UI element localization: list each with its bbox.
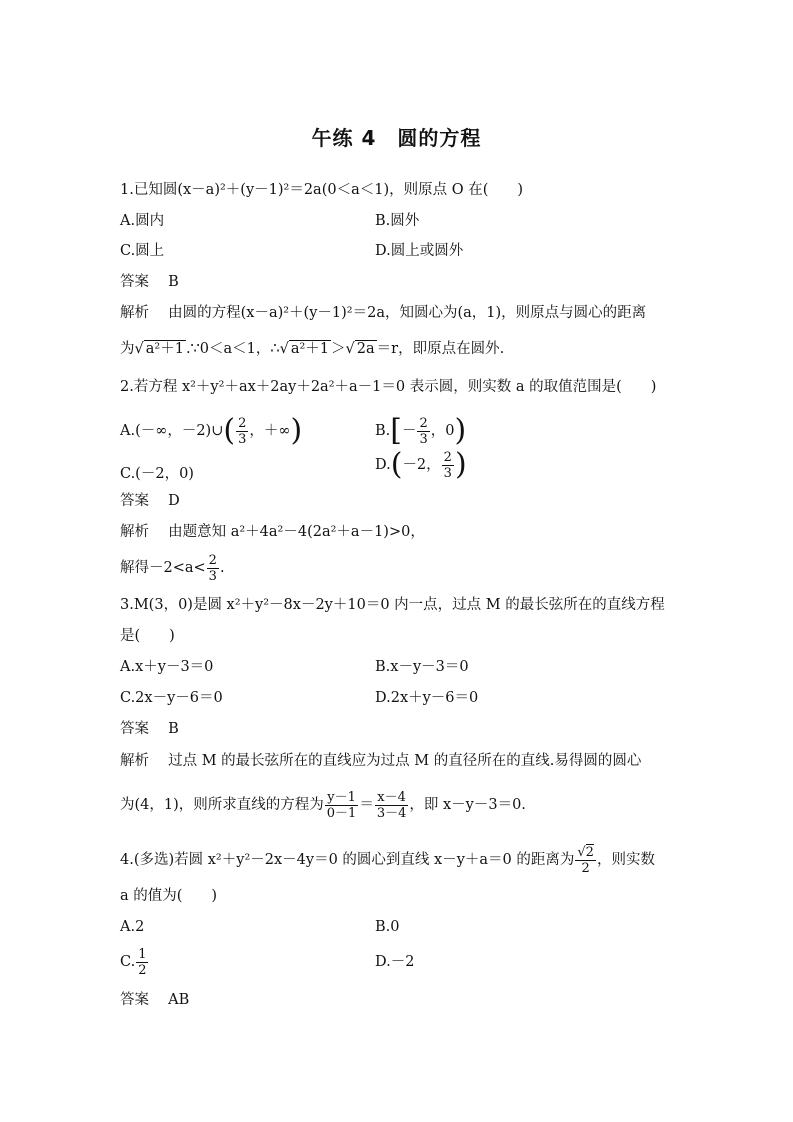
denominator: 3－4 (376, 805, 407, 821)
q3-analysis-line-2 (120, 787, 526, 823)
option-text: B. (375, 423, 391, 439)
fraction (207, 553, 219, 584)
q2-analysis-line-2 (120, 550, 225, 586)
analysis-text: ＝r，即原点在圆外. (376, 341, 505, 357)
q1-analysis-line-1 (120, 303, 646, 323)
question-4-stem-line-2: a 的值为( ) (120, 888, 218, 904)
analysis-text: 为(4，1)，则所求直线的方程为 (120, 797, 324, 813)
fraction (375, 790, 409, 821)
q3-option-a: A.x＋y－3＝0 (120, 659, 214, 675)
option-text: ，＋∞ (249, 423, 291, 439)
answer-label: 答案 (120, 274, 149, 290)
question-4-stem-line-1 (120, 842, 655, 878)
denominator: 0－1 (326, 805, 357, 821)
answer-value: AB (168, 992, 190, 1008)
answer-value: D (168, 493, 180, 509)
fraction (442, 450, 454, 481)
bracket-right: ) (290, 413, 303, 448)
option-text: D. (375, 457, 391, 473)
q2-analysis-line-1 (120, 522, 425, 542)
answer-label: 答案 (120, 992, 149, 1008)
numerator: 1 (138, 946, 147, 962)
fraction (136, 947, 148, 978)
bracket-left: ( (223, 413, 236, 448)
bracket-left: ( (390, 447, 403, 482)
analysis-text: 过点 M 的最长弦所在的直线应为过点 M 的直径所在的直线.易得圆的圆心 (168, 753, 642, 769)
option-text: C. (120, 954, 136, 970)
q1-option-c: C.圆上 (120, 243, 165, 259)
answer-value: B (168, 274, 179, 290)
numerator: 2 (419, 415, 428, 431)
analysis-label: 解析 (120, 305, 149, 321)
analysis-label: 解析 (120, 753, 149, 769)
q3-option-d: D.2x＋y－6＝0 (375, 690, 479, 706)
question-1-stem: 1.已知圆(x－a)²＋(y－1)²＝2a(0＜a＜1)，则原点 O 在( ) (120, 182, 524, 198)
question-3-stem-line-2: 是( ) (120, 628, 175, 644)
fraction (575, 845, 596, 876)
q2-answer (120, 491, 180, 511)
numerator: 2 (208, 552, 217, 568)
analysis-text: .∵0＜a＜1，∴ (185, 341, 280, 357)
denominator: 3 (208, 568, 217, 584)
q2-option-d (375, 447, 467, 483)
bracket-right: ) (454, 413, 467, 448)
q2-option-b (375, 413, 466, 449)
numerator: 2 (238, 415, 247, 431)
q2-option-c: C.(－2，0) (120, 466, 194, 482)
analysis-text: 由圆的方程(x－a)²＋(y－1)²＝2a，知圆心为(a，1)，则原点与圆心的距离 (168, 305, 647, 321)
page-title: 午练 4 圆的方程 (311, 126, 482, 150)
numerator: y－1 (327, 789, 356, 805)
denominator: 2 (138, 962, 147, 978)
q1-option-a: A.圆内 (120, 213, 165, 229)
question-2-stem: 2.若方程 x²＋y²＋ax＋2ay＋2a²＋a－1＝0 表示圆，则实数 a 的取值范围是( ) (120, 379, 657, 395)
q4-option-a: A.2 (120, 919, 145, 935)
denominator: 3 (443, 465, 452, 481)
analysis-text: ，即 x－y－3＝0. (409, 797, 526, 813)
radicand: 2a (356, 341, 375, 357)
denominator: 2 (581, 860, 590, 876)
q1-option-d: D.圆上或圆外 (375, 243, 464, 259)
analysis-text: 为 (120, 341, 135, 357)
analysis-label: 解析 (120, 524, 149, 540)
radicand: a²＋1 (145, 341, 184, 357)
question-text: 4.(多选)若圆 x²＋y²－2x－4y＝0 的圆心到直线 x－y＋a＝0 的距离为 (120, 852, 575, 868)
q3-option-c: C.2x－y－6＝0 (120, 690, 223, 706)
question-text: ，则实数 (596, 852, 655, 868)
q3-analysis-line-1 (120, 751, 641, 771)
q4-option-d: D.－2 (375, 954, 415, 970)
analysis-text: 解得－2<a< (120, 560, 206, 576)
analysis-text: ＞ (331, 341, 346, 357)
bracket-right: ) (454, 447, 467, 482)
analysis-text: . (219, 560, 225, 576)
answer-value: B (168, 721, 179, 737)
option-text: ，0 (430, 423, 455, 439)
fraction (417, 416, 429, 447)
option-text: －2， (402, 457, 441, 473)
radicand: 2 (585, 844, 594, 860)
q1-analysis-line-2: 为√ a²＋1 .∵0＜a＜1，∴√ a²＋1 ＞√ 2a ＝r，即原点在圆外. (120, 341, 505, 357)
analysis-text: 由题意知 a²＋4a²－4(2a²＋a－1)>0， (168, 524, 425, 540)
fraction (325, 790, 359, 821)
q3-answer (120, 719, 179, 739)
q4-option-b: B.0 (375, 919, 400, 935)
sign: － (401, 423, 417, 439)
numerator: 2 (443, 449, 452, 465)
question-3-stem-line-1: 3.M(3，0)是圆 x²＋y²－8x－2y＋10＝0 内一点，过点 M 的最长弦所在的直线方程 (120, 597, 665, 613)
answer-label: 答案 (120, 493, 149, 509)
q4-answer (120, 990, 189, 1010)
fraction (236, 416, 248, 447)
q3-option-b: B.x－y－3＝0 (375, 659, 469, 675)
numerator: x－4 (377, 789, 406, 805)
radicand: a²＋1 (290, 341, 330, 357)
q2-option-a (120, 413, 302, 449)
bracket-left: [ (390, 413, 402, 448)
q1-answer (120, 272, 179, 292)
denominator: 3 (419, 431, 428, 447)
q4-option-c (120, 944, 149, 980)
numerator: √2 (577, 844, 594, 860)
answer-label: 答案 (120, 721, 149, 737)
denominator: 3 (238, 431, 247, 447)
option-text: A.(－∞，－2)∪ (120, 423, 224, 439)
equals-sign: ＝ (359, 797, 374, 813)
q1-option-b: B.圆外 (375, 213, 420, 229)
